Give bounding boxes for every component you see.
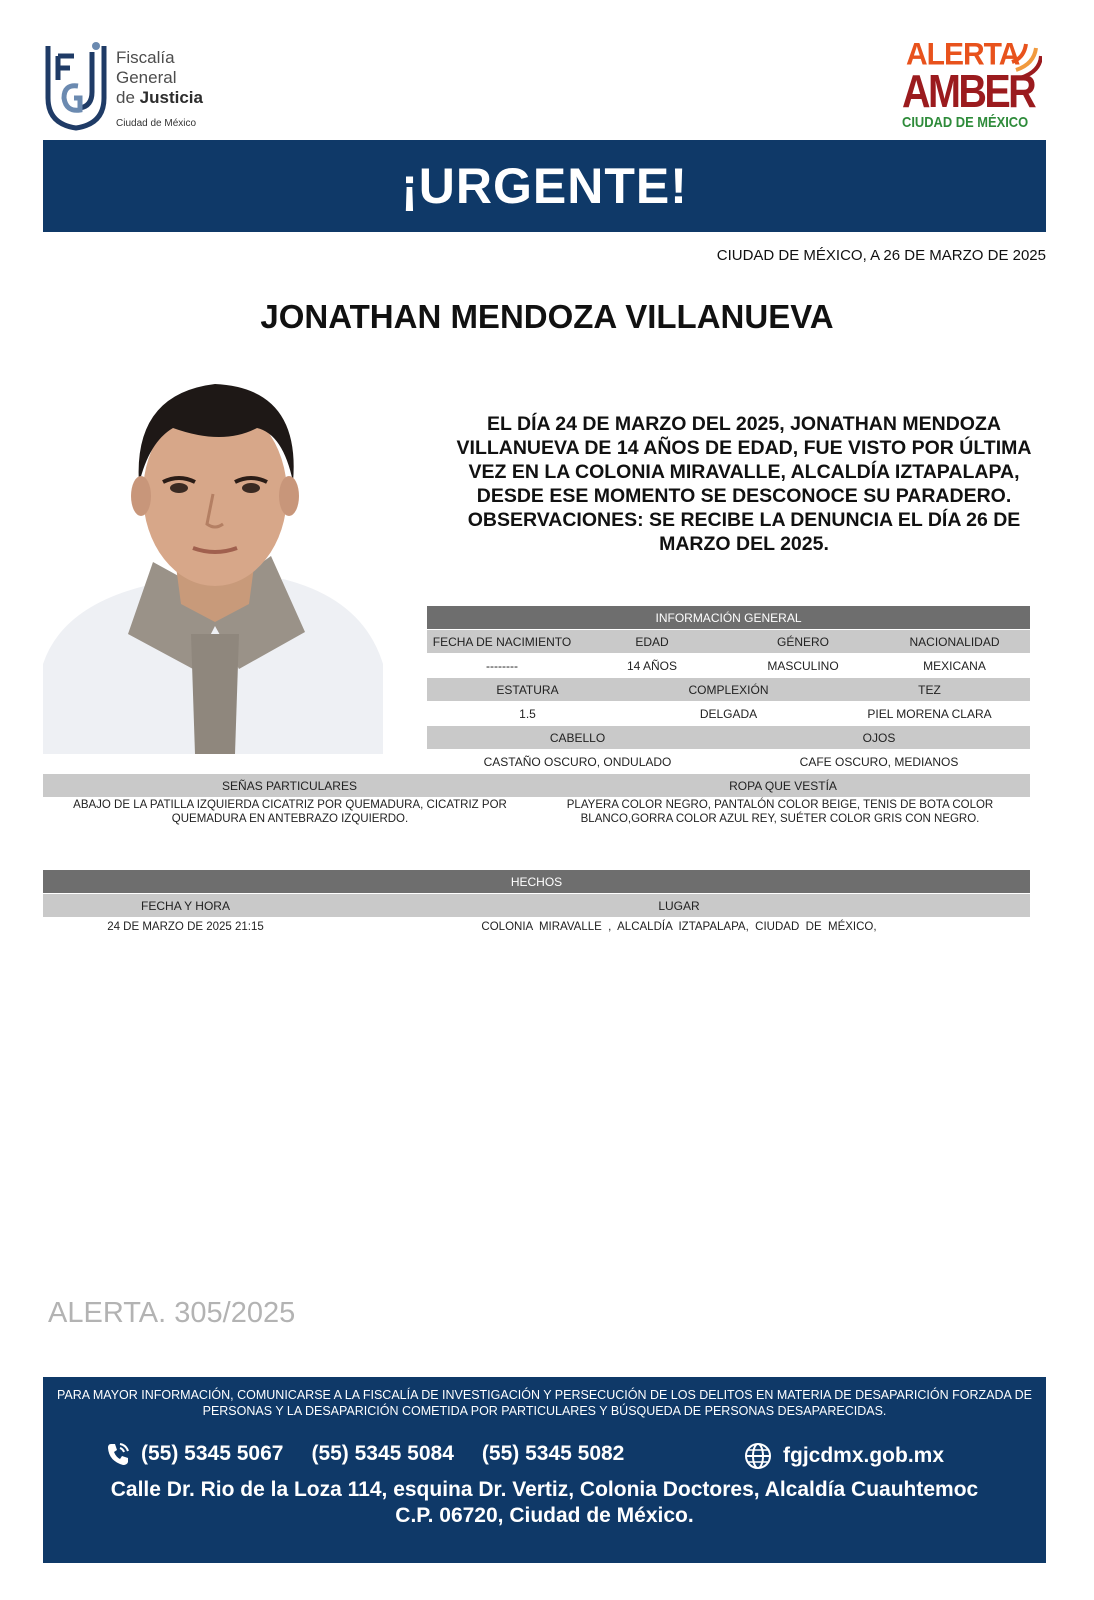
footer-notice: PARA MAYOR INFORMACIÓN, COMUNICARSE A LA FISCALÍA DE INVESTIGACIÓN Y PERSECUCIÓN DE LOS DELITOS EN MATERIA DE DESAPARICIÓN FORZADA DE PERSONAS Y LA DESAPARICIÓN COMETIDA POR PARTICULARES Y BÚSQUEDA DE PERSONAS DESAPARECIDAS. bbox=[57, 1388, 1032, 1418]
phone-1[interactable]: (55) 5345 5067 bbox=[141, 1442, 284, 1465]
marks-headers-row bbox=[43, 774, 1030, 797]
alerta-amber-logo bbox=[902, 38, 1042, 133]
missing-person-photo bbox=[43, 364, 383, 754]
date-line: CIUDAD DE MÉXICO, A 26 DE MARZO DE 2025 bbox=[716, 247, 1046, 264]
value-age: 14 AÑOS bbox=[626, 658, 678, 673]
facts-values-row bbox=[43, 918, 1030, 936]
value-place: COLONIA MIRAVALLE , ALCALDÍA IZTAPALAPA, CIUDAD DE MÉXICO, bbox=[481, 921, 877, 933]
value-gender: MASCULINO bbox=[767, 658, 839, 673]
address-line2: C.P. 06720, Ciudad de México. bbox=[395, 1504, 694, 1527]
narrative-text: EL DÍA 24 DE MARZO DEL 2025, JONATHAN MENDOZA VILLANUEVA DE 14 AÑOS DE EDAD, FUE VISTO POR ÚLTIMA VEZ EN LA COLONIA MIRAVALLE, ALCALDÍA IZTAPALAPA, DESDE ESE MOMENTO SE DESCONOCE SU PARADERO. OBSERVACIONES: SE RECIBE LA DENUNCIA EL DÍA 26 DE MARZO DEL 2025. bbox=[456, 413, 1032, 555]
header-distinguishing-marks: SEÑAS PARTICULARES bbox=[222, 778, 357, 793]
general-info-title: INFORMACIÓN GENERAL bbox=[655, 610, 802, 625]
facts-title: HECHOS bbox=[510, 874, 563, 889]
general-info-row2-headers bbox=[427, 678, 1030, 701]
phone-list bbox=[105, 1441, 652, 1467]
address bbox=[43, 1477, 1046, 1529]
header-age: EDAD bbox=[635, 634, 669, 649]
urgent-title: ¡URGENTE! bbox=[401, 158, 688, 214]
value-skin: PIEL MORENA CLARA bbox=[867, 706, 992, 721]
urgent-banner bbox=[43, 140, 1046, 232]
value-date-time: 24 DE MARZO DE 2025 21:15 bbox=[107, 921, 264, 933]
phone-2[interactable]: (55) 5345 5084 bbox=[311, 1442, 454, 1465]
general-info-row2-values bbox=[427, 702, 1030, 725]
facts-title-row bbox=[43, 870, 1030, 893]
fgj-line3-bold: Justicia bbox=[139, 88, 203, 107]
phone-3[interactable]: (55) 5345 5082 bbox=[481, 1442, 625, 1465]
fgj-line3-prefix: de bbox=[116, 88, 135, 107]
phone-icon bbox=[105, 1441, 131, 1467]
header-eyes: OJOS bbox=[862, 730, 896, 745]
amber-line3: CIUDAD DE MÉXICO bbox=[902, 114, 1029, 131]
header-hair: CABELLO bbox=[549, 730, 606, 745]
fgj-line1: Fiscalía bbox=[116, 48, 175, 67]
header-skin: TEZ bbox=[918, 682, 941, 697]
fgj-logo-icon bbox=[44, 40, 108, 132]
value-build: DELGADA bbox=[699, 706, 758, 721]
website bbox=[743, 1441, 944, 1471]
fgj-logo bbox=[44, 40, 224, 132]
general-info-title-row bbox=[427, 606, 1030, 629]
value-distinguishing-marks: ABAJO DE LA PATILLA IZQUIERDA CICATRIZ POR QUEMADURA, CICATRIZ POR QUEMADURA EN ANTEBRAZO IZQUIERDO. bbox=[73, 799, 507, 825]
fgj-line2: General bbox=[116, 68, 177, 87]
header-date-time: FECHA Y HORA bbox=[141, 898, 230, 913]
person-name: JONATHAN MENDOZA VILLANUEVA bbox=[260, 298, 834, 335]
value-nationality: MEXICANA bbox=[923, 658, 986, 673]
fgj-city: Ciudad de México bbox=[116, 118, 197, 129]
header-birthdate: FECHA DE NACIMIENTO bbox=[432, 634, 572, 649]
header-place: LUGAR bbox=[658, 898, 700, 913]
header-gender: GÉNERO bbox=[776, 634, 829, 649]
amber-line1: ALERTA bbox=[906, 37, 1020, 72]
general-info-row1-headers bbox=[427, 630, 1030, 653]
globe-icon bbox=[743, 1441, 773, 1471]
header-nationality: NACIONALIDAD bbox=[909, 634, 1000, 649]
header-height: ESTATURA bbox=[496, 682, 559, 697]
value-hair: CASTAÑO OSCURO, ONDULADO bbox=[483, 754, 672, 769]
facts-headers-row bbox=[43, 894, 1030, 917]
website-link[interactable]: fgjcdmx.gob.mx bbox=[783, 1444, 945, 1467]
value-eyes: CAFE OSCURO, MEDIANOS bbox=[799, 754, 959, 769]
header-clothing: ROPA QUE VESTÍA bbox=[729, 778, 837, 793]
value-birthdate: -------- bbox=[486, 658, 518, 673]
value-height: 1.5 bbox=[519, 706, 536, 721]
alert-number: ALERTA. 305/2025 bbox=[48, 1297, 296, 1329]
header-build: COMPLEXIÓN bbox=[688, 682, 769, 697]
value-clothing: PLAYERA COLOR NEGRO, PANTALÓN COLOR BEIGE, TENIS DE BOTA COLOR BLANCO,GORRA COLOR AZUL REY, SUÉTER COLOR GRIS CON NEGRO. bbox=[566, 799, 994, 825]
amber-line2: AMBER bbox=[902, 65, 1035, 117]
general-info-row3-values bbox=[427, 750, 1030, 773]
footer-contact bbox=[43, 1377, 1046, 1563]
general-info-row3-headers bbox=[427, 726, 1030, 749]
general-info-row1-values bbox=[427, 654, 1030, 677]
portrait-illustration bbox=[43, 364, 383, 754]
address-line1: Calle Dr. Rio de la Loza 114, esquina Dr. Vertiz, Colonia Doctores, Alcaldía Cuauhtemoc bbox=[110, 1478, 979, 1501]
fgj-name bbox=[116, 48, 203, 108]
